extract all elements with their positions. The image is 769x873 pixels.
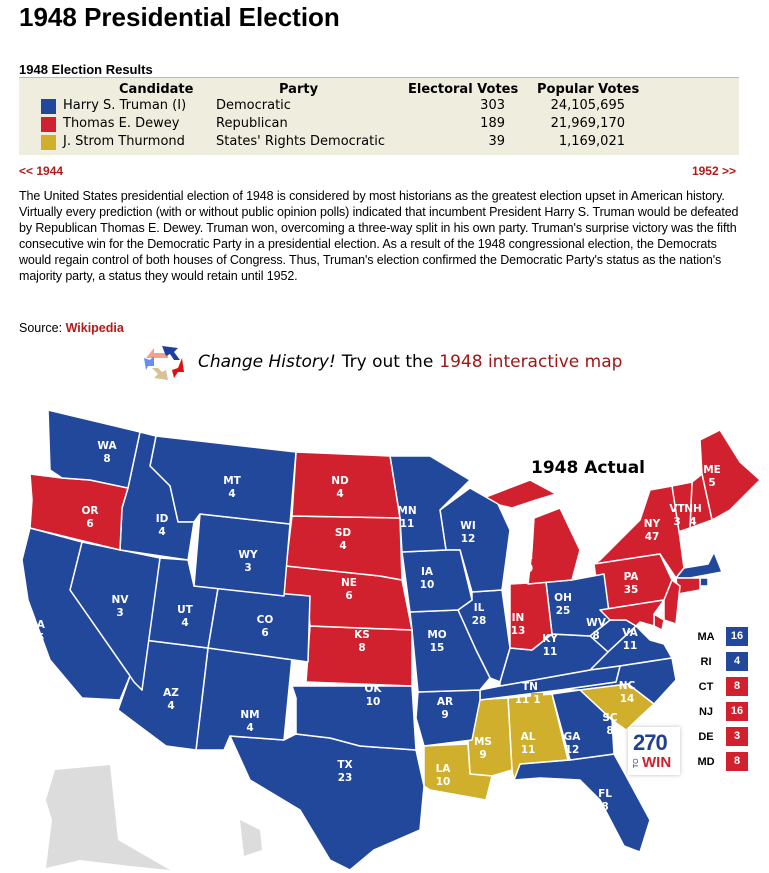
small-state-abbr: RI xyxy=(700,656,712,668)
state-abbr-label: IN xyxy=(511,612,525,624)
state-wa[interactable] xyxy=(48,410,140,488)
state-abbr-label: KS xyxy=(354,629,370,641)
logo-win: WIN xyxy=(642,754,672,771)
state-abbr-label: ND xyxy=(331,475,349,487)
prev-election-link[interactable]: << 1944 xyxy=(19,164,64,178)
state-ev-label: 8 xyxy=(601,801,609,813)
small-state-ev-box[interactable]: 4 xyxy=(726,652,748,671)
election-description: The United States presidential election of 1948 is considered by most historians as the greatest election upset in American history. Virtually every prediction (with or without public opinion polls) indicated that incumbent President Harry S. Truman would be defeated by Republican Thomas E. Dewey. Truman won, overcoming a three-way split in his own party. Truman's surprise victory was the fifth consecutive win for the Democratic Party in a presidential election. As a result of the 1948 congressional election, the Democrats would regain control of both houses of Congress. Thus, Truman's election confirmed the Democratic Party's status as the nation's majority party, a status they would retain until 1952. xyxy=(19,189,739,283)
state-abbr-label: NY xyxy=(643,518,661,530)
party-color-swatch xyxy=(41,135,56,150)
small-state-entry[interactable] xyxy=(690,727,750,752)
state-ev-label: 11 xyxy=(520,744,536,756)
small-state-abbr: NJ xyxy=(698,706,714,718)
state-abbr-label: KY xyxy=(542,633,558,645)
state-ev-label: 19 xyxy=(518,563,534,575)
wikipedia-link[interactable]: Wikipedia xyxy=(65,321,124,335)
popular-votes: 24,105,695 xyxy=(550,98,625,113)
header-electoral: Electoral Votes xyxy=(408,82,519,97)
state-ev-label: 10 xyxy=(419,579,435,591)
header-candidate: Candidate xyxy=(119,82,194,97)
state-ev-label: 10 xyxy=(435,776,451,788)
party-name: Democratic xyxy=(216,98,291,113)
state-abbr-label: NH xyxy=(684,503,702,515)
logo-270: 270 xyxy=(633,730,667,755)
page-title: 1948 Presidential Election xyxy=(19,2,340,32)
results-table xyxy=(19,77,739,155)
small-state-entry[interactable] xyxy=(690,627,750,652)
small-state-abbr: CT xyxy=(698,681,714,693)
state-abbr-label: IA xyxy=(420,566,434,578)
source-label: Source: xyxy=(19,321,63,335)
state-abbr-label: MI xyxy=(518,550,534,562)
state-abbr-label: SD xyxy=(334,527,352,539)
state-ev-label: 4 xyxy=(689,516,697,528)
state-ev-label: 9 xyxy=(479,749,487,761)
small-state-ev-box[interactable]: 16 xyxy=(726,627,748,646)
state-ev-label: 28 xyxy=(471,615,487,627)
state-abbr-label: TN xyxy=(522,681,538,693)
state-ev-label: 14 xyxy=(619,693,635,705)
state-ev-label: 8 xyxy=(592,630,600,642)
state-ev-label: 25 xyxy=(555,605,571,617)
state-abbr-label: WI xyxy=(460,520,476,532)
state-ev-label: 13 xyxy=(510,625,526,637)
state-ev-label: 12 xyxy=(460,533,476,545)
state-ev-label: 23 xyxy=(337,772,353,784)
state-abbr-label: UT xyxy=(177,604,193,616)
state-ev-label: 4 xyxy=(336,488,344,500)
state-abbr-label: WA xyxy=(97,440,117,452)
state-abbr-label: OR xyxy=(81,505,99,517)
state-abbr-label: ID xyxy=(155,513,169,525)
header-party: Party xyxy=(279,82,319,97)
state-ev-label: 11 xyxy=(622,640,638,652)
small-state-ev-box[interactable]: 8 xyxy=(726,752,748,771)
alaska-shape xyxy=(46,765,170,870)
electoral-votes: 303 xyxy=(480,98,505,113)
state-ev-label: 8 xyxy=(606,725,614,737)
state-abbr-label: NC xyxy=(618,680,636,692)
result-row xyxy=(19,134,739,152)
state-ia[interactable] xyxy=(402,550,472,612)
state-abbr-label: OH xyxy=(554,592,572,604)
state-abbr-label: MS xyxy=(473,736,493,748)
state-ev-label: 5 xyxy=(708,477,716,489)
state-ev-label: 35 xyxy=(623,584,639,596)
party-color-swatch xyxy=(41,99,56,114)
small-states-legend xyxy=(690,627,750,777)
state-abbr-label: LA xyxy=(435,763,451,775)
state-abbr-label: NM xyxy=(240,709,260,721)
state-ev-label: 4 xyxy=(181,617,189,629)
header-popular: Popular Votes xyxy=(537,82,640,97)
state-abbr-label: OK xyxy=(364,683,382,695)
state-ev-label: 15 xyxy=(429,642,445,654)
state-ev-label: 47 xyxy=(644,531,660,543)
state-abbr-label: WV xyxy=(586,617,606,629)
state-abbr-label: AR xyxy=(436,696,454,708)
party-name: Republican xyxy=(216,116,288,131)
promo-text: Try out the xyxy=(341,352,434,372)
state-abbr-label: NV xyxy=(111,594,129,606)
small-state-ev-box[interactable]: 3 xyxy=(726,727,748,746)
state-abbr-label: FL xyxy=(598,788,612,800)
state-abbr-label: MN xyxy=(397,505,417,517)
state-abbr-label: VT xyxy=(669,503,685,515)
state-ev-label: 25 xyxy=(29,632,45,644)
candidate-name: J. Strom Thurmond xyxy=(63,134,185,149)
state-abbr-label: IL xyxy=(473,602,485,614)
state-abbr-label: TX xyxy=(337,759,353,771)
state-abbr-label: AZ xyxy=(163,687,179,699)
state-ev-label: 11 xyxy=(514,694,530,706)
state-ev-label: 6 xyxy=(261,627,269,639)
state-ev-label: 9 xyxy=(441,709,449,721)
popular-votes: 21,969,170 xyxy=(550,116,625,131)
state-abbr-label: ME xyxy=(703,464,721,476)
small-state-entry[interactable] xyxy=(690,752,750,777)
state-ev-label: 4 xyxy=(167,700,175,712)
small-state-ev-box[interactable]: 16 xyxy=(726,702,748,721)
state-ev-label: 4 xyxy=(158,526,166,538)
state-abbr-label: CO xyxy=(256,614,274,626)
electoral-votes: 189 xyxy=(480,116,505,131)
popular-votes: 1,169,021 xyxy=(558,134,625,149)
logo-to: TO xyxy=(633,758,640,768)
state-ev-label: 10 xyxy=(365,696,381,708)
small-state-abbr: MD xyxy=(697,756,715,768)
state-ev-label: 12 xyxy=(564,744,580,756)
electoral-map xyxy=(0,400,769,873)
small-state-abbr: DE xyxy=(698,731,714,743)
state-ev-label: 11 xyxy=(542,646,558,658)
map-title: 1948 Actual xyxy=(531,458,645,478)
interactive-map-link[interactable]: 1948 interactive map xyxy=(439,352,623,372)
small-state-ev-box[interactable]: 8 xyxy=(726,677,748,696)
state-ev-label: 11 xyxy=(399,518,415,530)
small-state-abbr: MA xyxy=(697,631,715,643)
state-ev-label: 8 xyxy=(358,642,366,654)
state-abbr-label: CA xyxy=(29,619,45,631)
source-line xyxy=(19,321,124,335)
state-ev-label: 3 xyxy=(673,516,681,528)
small-state-entry[interactable] xyxy=(690,677,750,702)
interactive-map-promo xyxy=(140,342,622,382)
results-heading: 1948 Election Results xyxy=(19,62,153,77)
tn-split-ev: 1 xyxy=(533,694,541,706)
candidate-name: Harry S. Truman (I) xyxy=(63,98,187,113)
state-ri[interactable] xyxy=(700,578,708,586)
state-abbr-label: WY xyxy=(238,549,258,561)
state-abbr-label: PA xyxy=(623,571,639,583)
state-abbr-label: VA xyxy=(622,627,638,639)
small-state-entry[interactable] xyxy=(690,702,750,727)
state-ev-label: 8 xyxy=(103,453,111,465)
270towin-logo[interactable] xyxy=(628,727,680,775)
party-name: States' Rights Democratic xyxy=(216,134,385,149)
recycle-arrows-icon[interactable] xyxy=(140,342,188,382)
state-abbr-label: SC xyxy=(602,712,618,724)
hawaii-shape xyxy=(240,820,262,856)
state-ev-label: 4 xyxy=(339,540,347,552)
result-row xyxy=(19,98,739,116)
state-ev-label: 3 xyxy=(116,607,124,619)
next-election-link[interactable]: 1952 >> xyxy=(691,164,736,178)
state-de[interactable] xyxy=(654,614,664,630)
state-ev-label: 4 xyxy=(228,488,236,500)
state-ev-label: 4 xyxy=(246,722,254,734)
small-state-entry[interactable] xyxy=(690,652,750,677)
result-row xyxy=(19,116,739,134)
state-abbr-label: GA xyxy=(563,731,581,743)
state-abbr-label: AL xyxy=(520,731,536,743)
state-abbr-label: MT xyxy=(223,475,241,487)
state-ev-label: 6 xyxy=(345,590,353,602)
state-nm[interactable] xyxy=(196,648,292,750)
state-ev-label: 3 xyxy=(244,562,252,574)
state-ev-label: 6 xyxy=(86,518,94,530)
candidate-name: Thomas E. Dewey xyxy=(63,116,180,131)
promo-italic: Change History! xyxy=(198,352,336,372)
state-abbr-label: MO xyxy=(427,629,447,641)
electoral-votes: 39 xyxy=(488,134,505,149)
state-abbr-label: NE xyxy=(341,577,357,589)
party-color-swatch xyxy=(41,117,56,132)
